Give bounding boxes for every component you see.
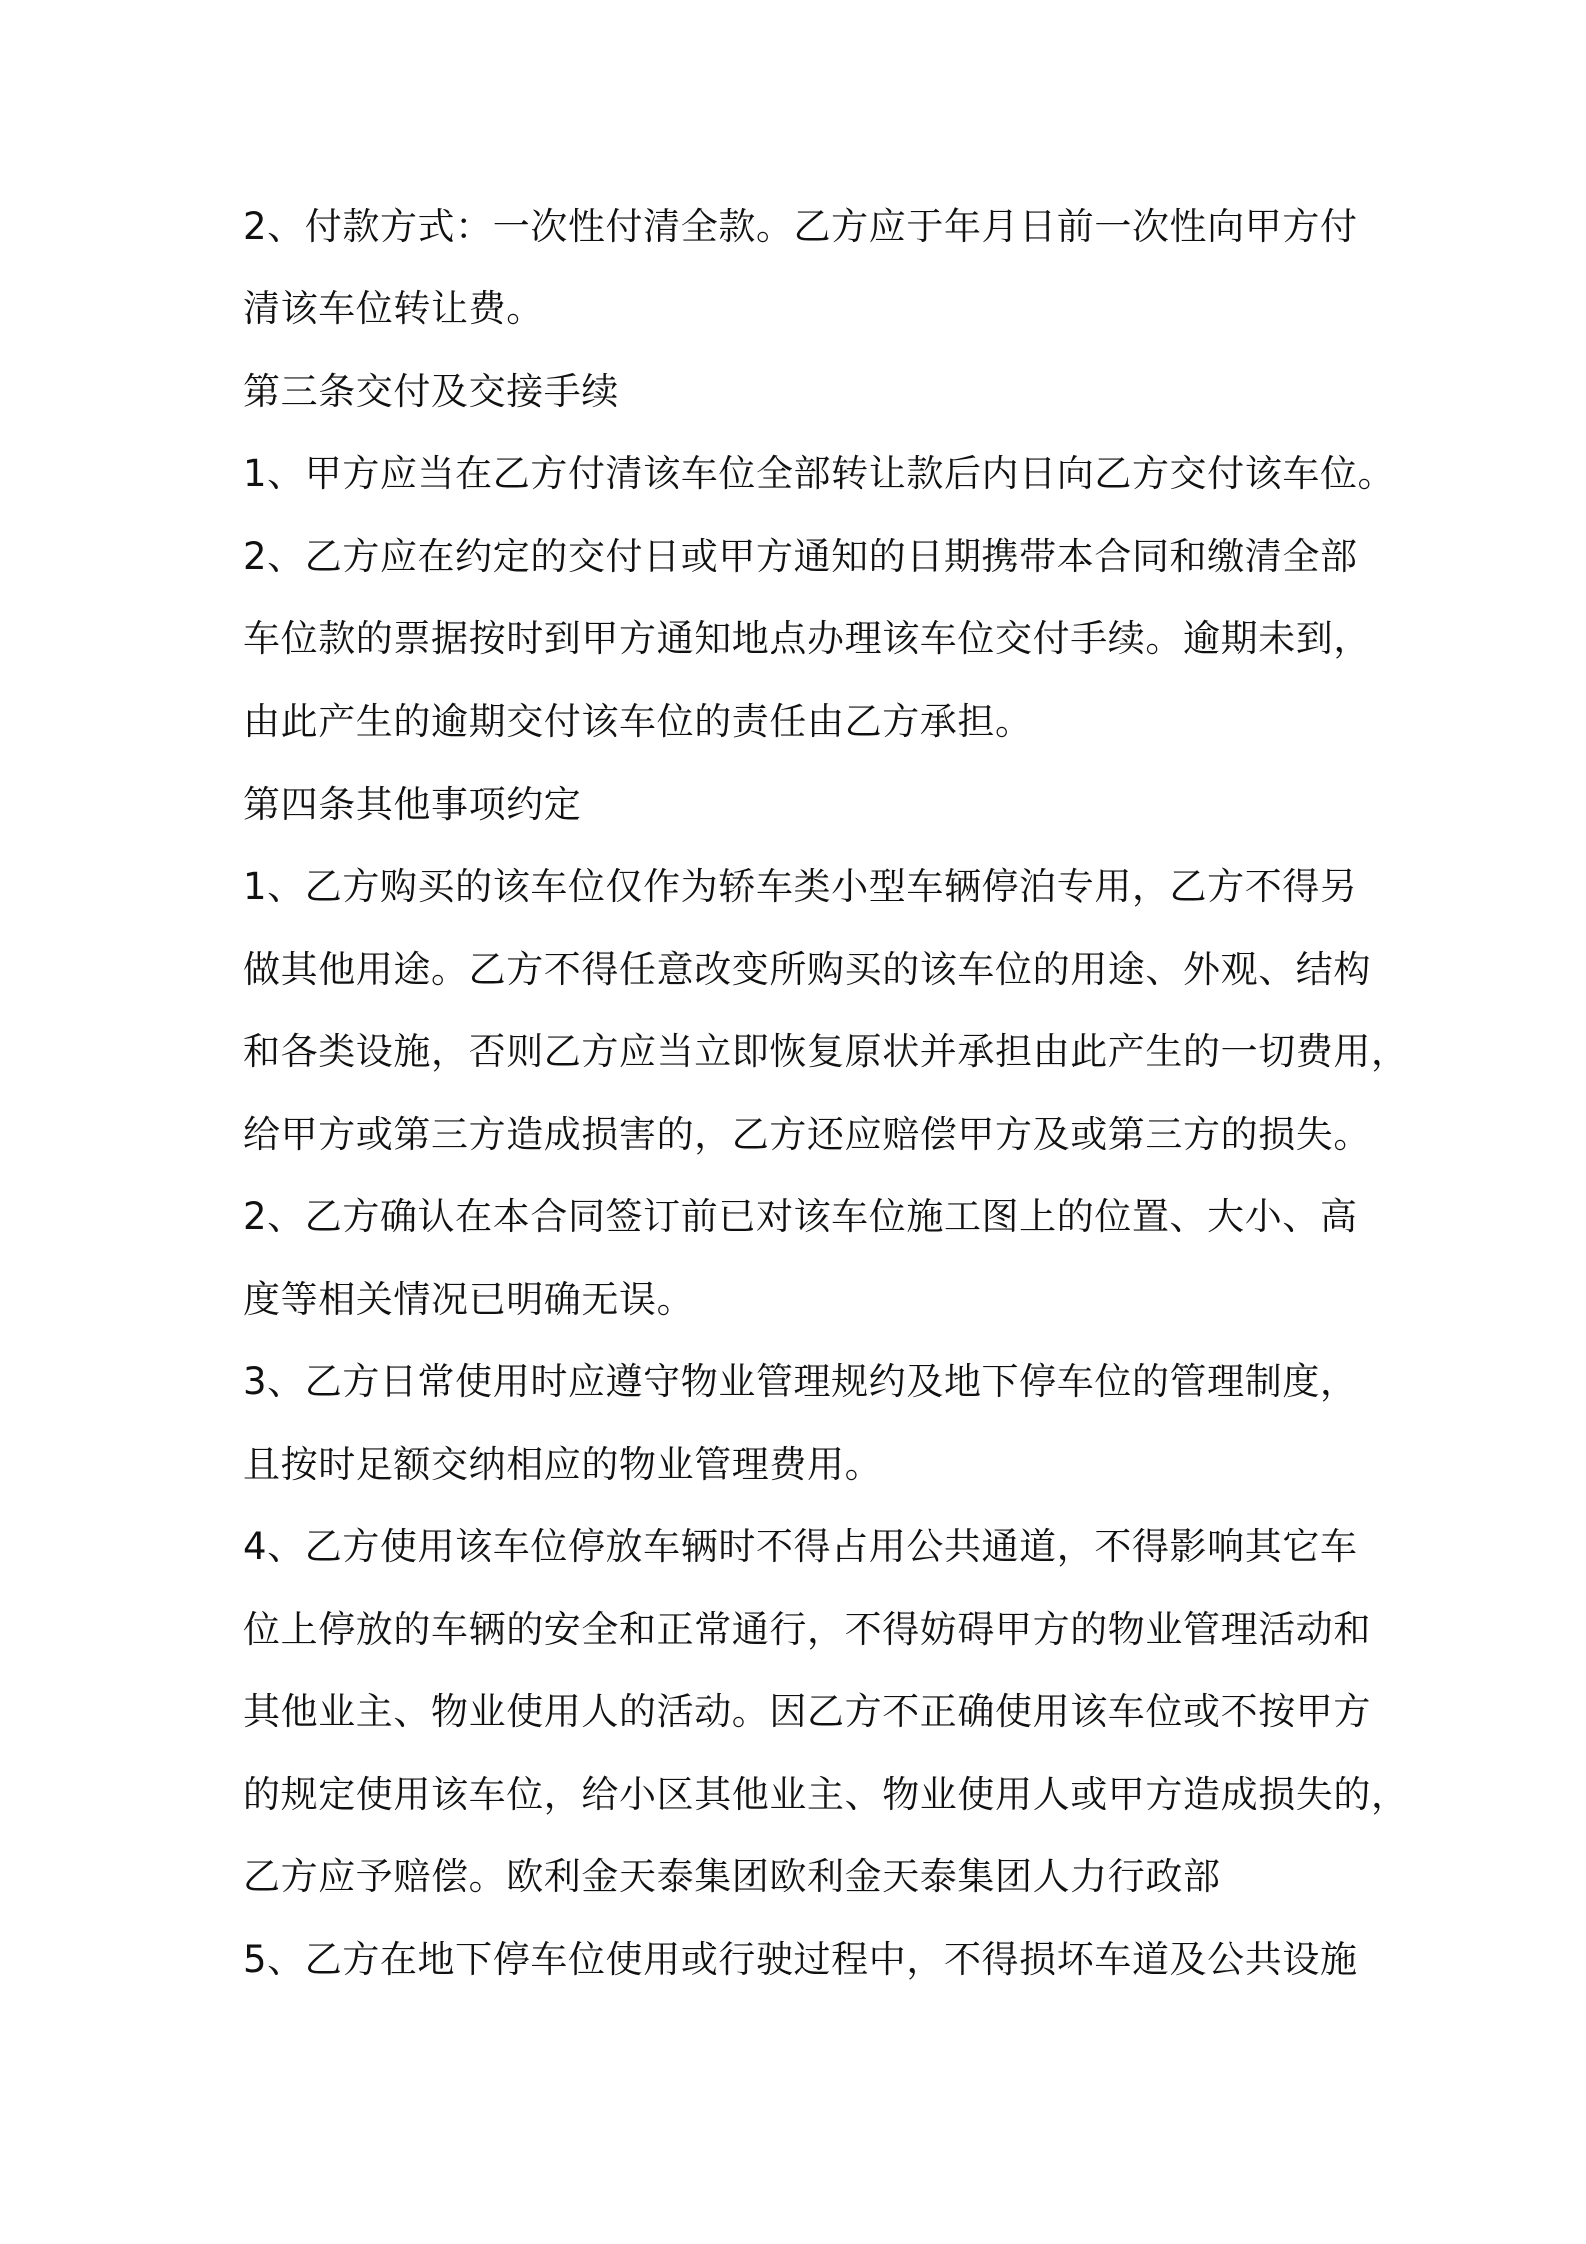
text-line: 2、乙方应在约定的交付日或甲方通知的日期携带本合同和缴清全部	[243, 535, 1358, 578]
text-line: 度等相关情况已明确无误。	[243, 1278, 695, 1321]
text-line: 给甲方或第三方造成损害的，乙方还应赔偿甲方及或第三方的损失。	[243, 1113, 1371, 1156]
text-line: 5、乙方在地下停车位使用或行驶过程中，不得损坏车道及公共设施	[243, 1938, 1358, 1981]
text-line: 由此产生的逾期交付该车位的责任由乙方承担。	[243, 700, 1033, 743]
section-heading: 第四条其他事项约定	[243, 783, 582, 826]
text-line: 4、乙方使用该车位停放车辆时不得占用公共通道，不得影响其它车	[243, 1525, 1358, 1568]
section-heading: 第三条交付及交接手续	[243, 370, 619, 413]
text-line: 位上停放的车辆的安全和正常通行，不得妨碍甲方的物业管理活动和	[243, 1608, 1371, 1651]
text-line: 且按时足额交纳相应的物业管理费用。	[243, 1443, 883, 1486]
text-line: 和各类设施，否则乙方应当立即恢复原状并承担由此产生的一切费用，	[243, 1030, 1409, 1073]
text-line: 1、乙方购买的该车位仅作为轿车类小型车辆停泊专用，乙方不得另	[243, 865, 1358, 908]
text-line: 乙方应予赔偿。欧利金天泰集团欧利金天泰集团人力行政部	[243, 1855, 1221, 1898]
text-line: 1、甲方应当在乙方付清该车位全部转让款后内日向乙方交付该车位。	[243, 452, 1396, 495]
text-line: 的规定使用该车位，给小区其他业主、物业使用人或甲方造成损失的，	[243, 1773, 1409, 1816]
text-line: 清该车位转让费。	[243, 287, 544, 330]
text-line: 其他业主、物业使用人的活动。因乙方不正确使用该车位或不按甲方	[243, 1690, 1371, 1733]
text-line: 3、乙方日常使用时应遵守物业管理规约及地下停车位的管理制度，	[243, 1360, 1358, 1403]
text-line: 做其他用途。乙方不得任意改变所购买的该车位的用途、外观、结构	[243, 948, 1371, 991]
text-line: 2、乙方确认在本合同签订前已对该车位施工图上的位置、大小、高	[243, 1195, 1358, 1238]
text-line: 车位款的票据按时到甲方通知地点办理该车位交付手续。逾期未到，	[243, 617, 1371, 660]
text-line: 2、付款方式：一次性付清全款。乙方应于年月日前一次性向甲方付	[243, 205, 1358, 248]
